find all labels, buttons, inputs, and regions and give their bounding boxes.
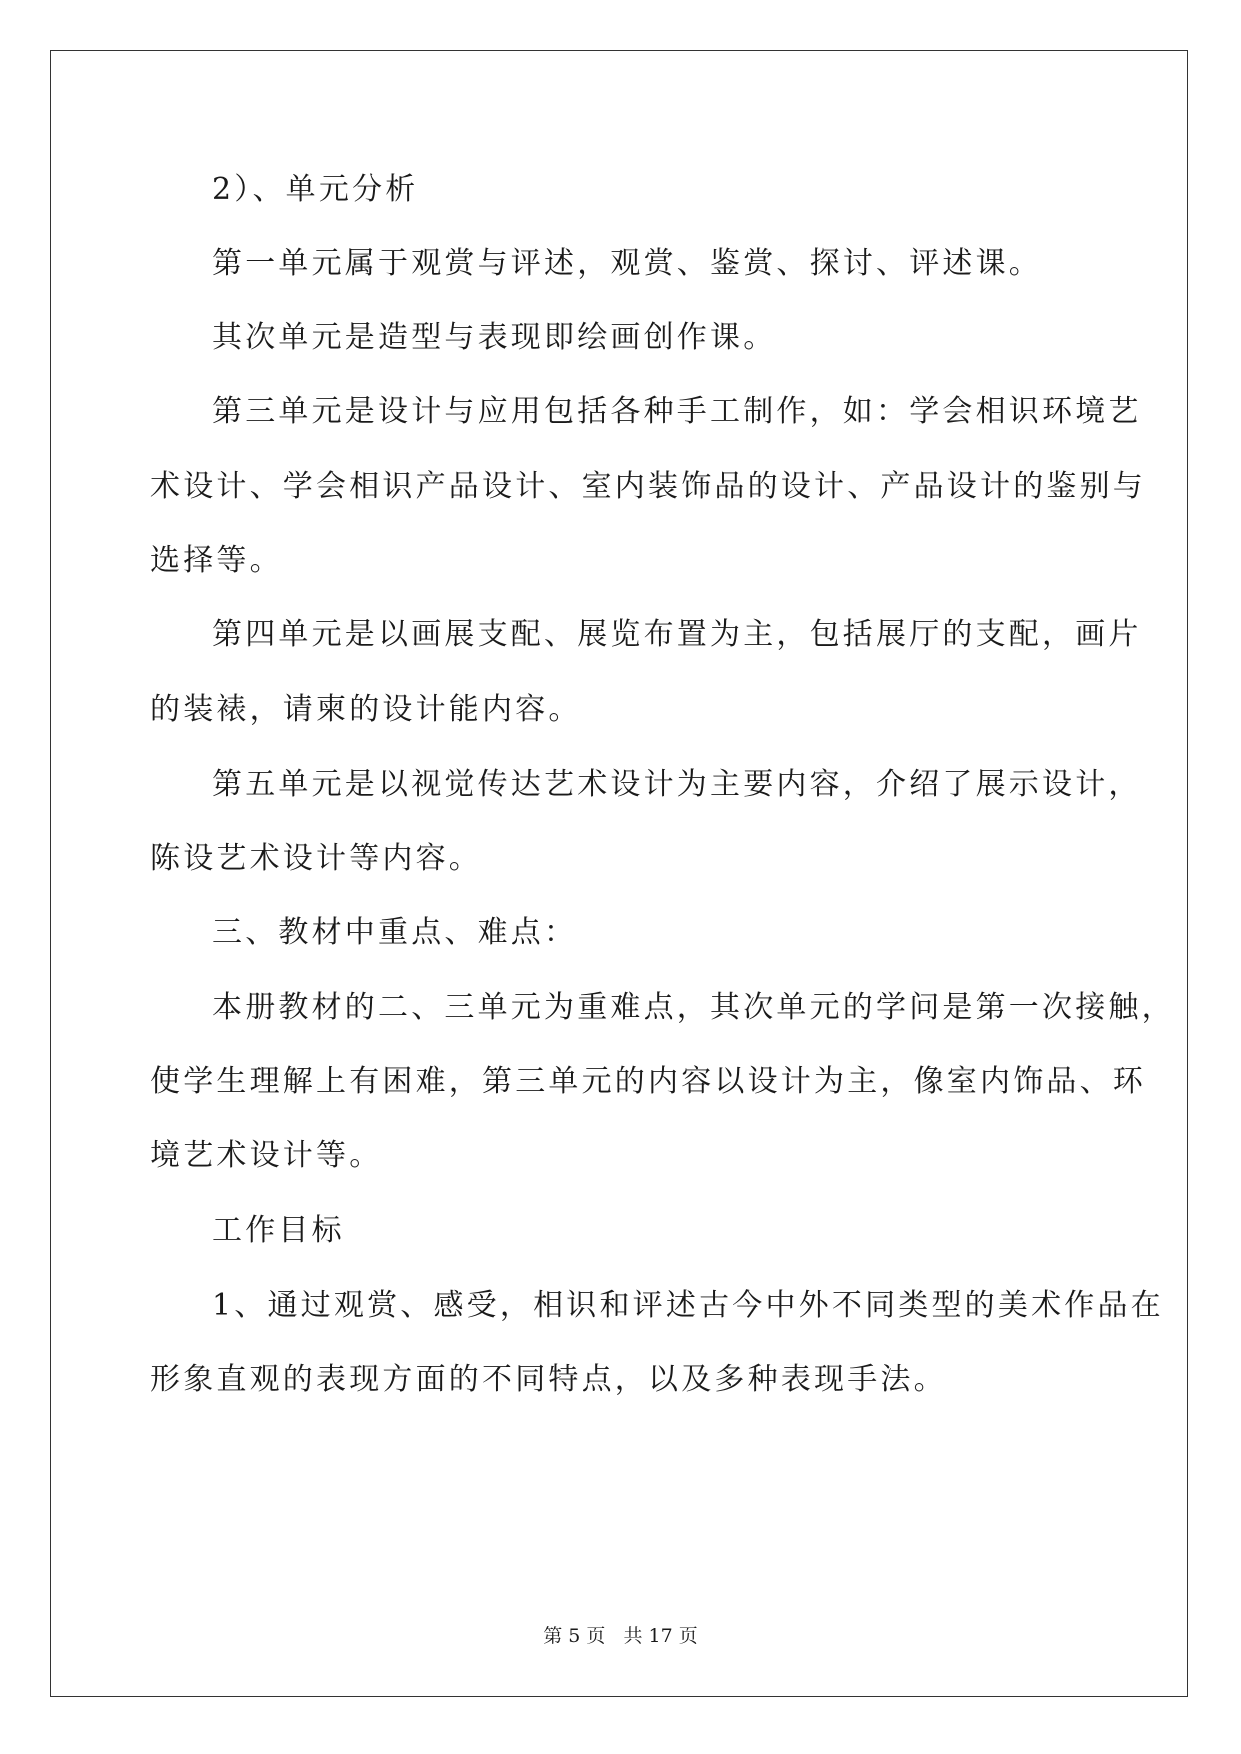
page-total: 共 17 页 [623, 1625, 698, 1647]
paragraph-line: 其次单元是造型与表现即绘画创作课。 [212, 320, 777, 355]
heading-work-goals: 工作目标 [212, 1213, 345, 1248]
paragraph-line: 1、通过观赏、感受，相识和评述古今中外不同类型的美术作品在 [212, 1288, 1164, 1323]
page-number: 第 5 页 [543, 1625, 606, 1647]
paragraph-line: 的装裱，请柬的设计能内容。 [150, 692, 582, 727]
page-footer [0, 1624, 1241, 1648]
paragraph-line: 陈设艺术设计等内容。 [150, 841, 482, 876]
paragraph-line: 第一单元属于观赏与评述，观赏、鉴赏、探讨、评述课。 [212, 246, 1042, 281]
paragraph-line: 术设计、学会相识产品设计、室内装饰品的设计、产品设计的鉴别与 [150, 469, 1146, 504]
heading-key-points: 三、教材中重点、难点： [212, 915, 578, 950]
paragraph-line: 境艺术设计等。 [150, 1138, 383, 1173]
paragraph-line: 形象直观的表现方面的不同特点，以及多种表现手法。 [150, 1362, 947, 1397]
paragraph-line: 第三单元是设计与应用包括各种手工制作，如：学会相识环境艺 [212, 394, 1142, 429]
paragraph-line: 第五单元是以视觉传达艺术设计为主要内容，介绍了展示设计， [212, 767, 1142, 802]
paragraph-line: 第四单元是以画展支配、展览布置为主，包括展厅的支配，画片 [212, 617, 1142, 652]
paragraph-line: 使学生理解上有困难，第三单元的内容以设计为主，像室内饰品、环 [150, 1064, 1146, 1099]
paragraph-line: 选择等。 [150, 543, 283, 578]
paragraph-line: 本册教材的二、三单元为重难点，其次单元的学问是第一次接触， [212, 990, 1175, 1025]
heading-unit-analysis: 2）、单元分析 [212, 172, 419, 207]
